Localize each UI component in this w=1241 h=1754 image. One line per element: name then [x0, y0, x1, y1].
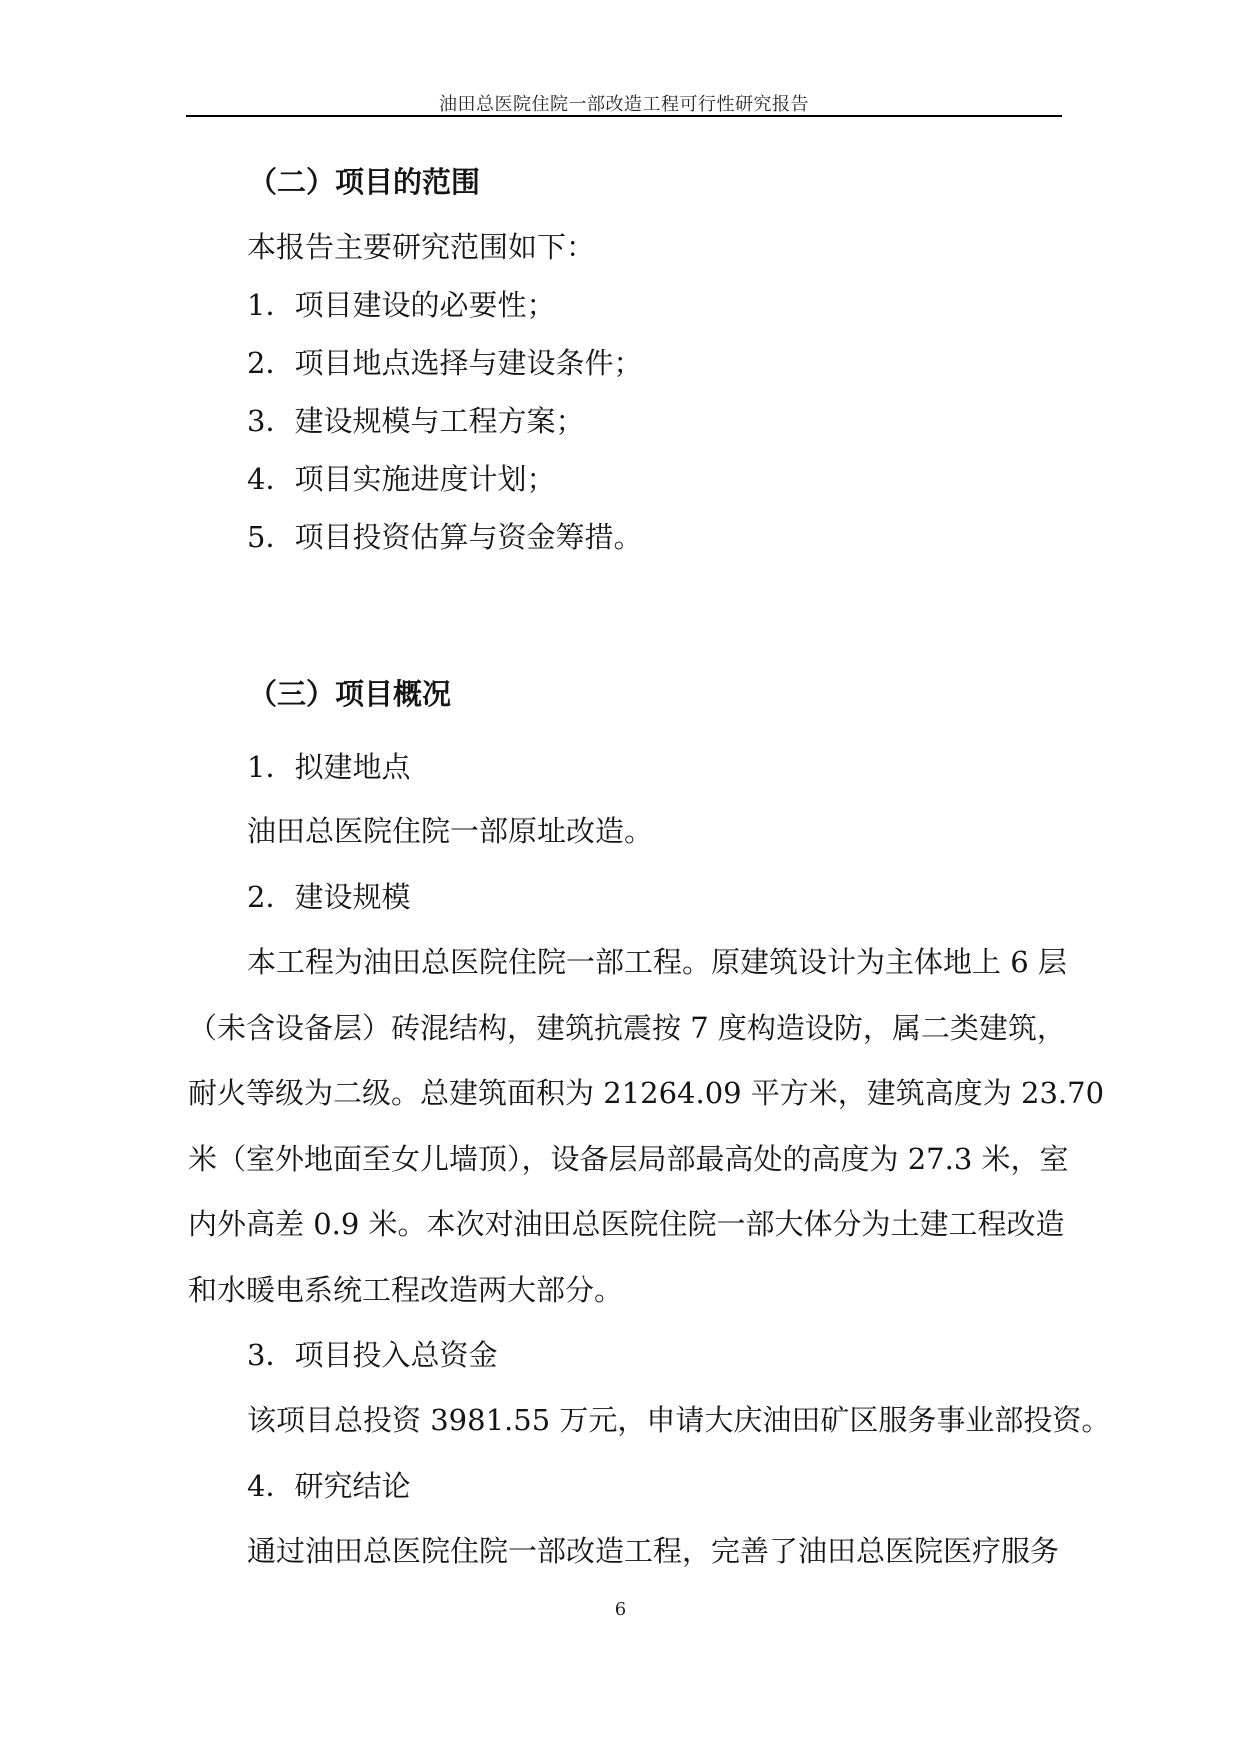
subheading-investment: 3．项目投入总资金 [247, 1338, 498, 1372]
scope-item: 5．项目投资估算与资金筹措。 [247, 520, 643, 554]
scale-paragraph-line: （未含设备层）砖混结构，建筑抗震按 7 度构造设防，属二类建筑， [188, 1011, 1066, 1045]
section-heading-overview: （三）项目概况 [248, 677, 452, 711]
section-heading-scope: （二）项目的范围 [248, 165, 481, 199]
investment-text: 该项目总投资 3981.55 万元，申请大庆油田矿区服务事业部投资。 [247, 1403, 1111, 1437]
scale-paragraph-line: 内外高差 0.9 米。本次对油田总医院住院一部大体分为土建工程改造 [188, 1207, 1065, 1241]
scale-paragraph-line: 耐火等级为二级。总建筑面积为 21264.09 平方米，建筑高度为 23.70 [188, 1076, 1105, 1110]
scope-item: 2．项目地点选择与建设条件； [247, 346, 643, 380]
running-header: 油田总医院住院一部改造工程可行性研究报告 [439, 94, 809, 115]
scope-item: 3．建设规模与工程方案； [247, 404, 585, 438]
scope-item: 4．项目实施进度计划； [247, 462, 556, 496]
scope-item: 1．项目建设的必要性； [247, 288, 556, 322]
subheading-conclusion: 4．研究结论 [247, 1469, 411, 1503]
page-number: 6 [614, 1599, 627, 1620]
subheading-location: 1．拟建地点 [247, 750, 411, 784]
location-text: 油田总医院住院一部原址改造。 [247, 814, 654, 848]
scale-paragraph-line: 和水暖电系统工程改造两大部分。 [188, 1273, 624, 1307]
scope-intro: 本报告主要研究范围如下： [247, 230, 596, 264]
header-rule [186, 115, 1062, 117]
scale-paragraph-line: 本工程为油田总医院住院一部工程。原建筑设计为主体地上 6 层 [247, 945, 1067, 979]
conclusion-text: 通过油田总医院住院一部改造工程，完善了油田总医院医疗服务 [247, 1534, 1060, 1568]
scale-paragraph-line: 米（室外地面至女儿墙顶），设备层局部最高处的高度为 27.3 米，室 [188, 1142, 1069, 1176]
subheading-scale: 2．建设规模 [247, 880, 411, 914]
